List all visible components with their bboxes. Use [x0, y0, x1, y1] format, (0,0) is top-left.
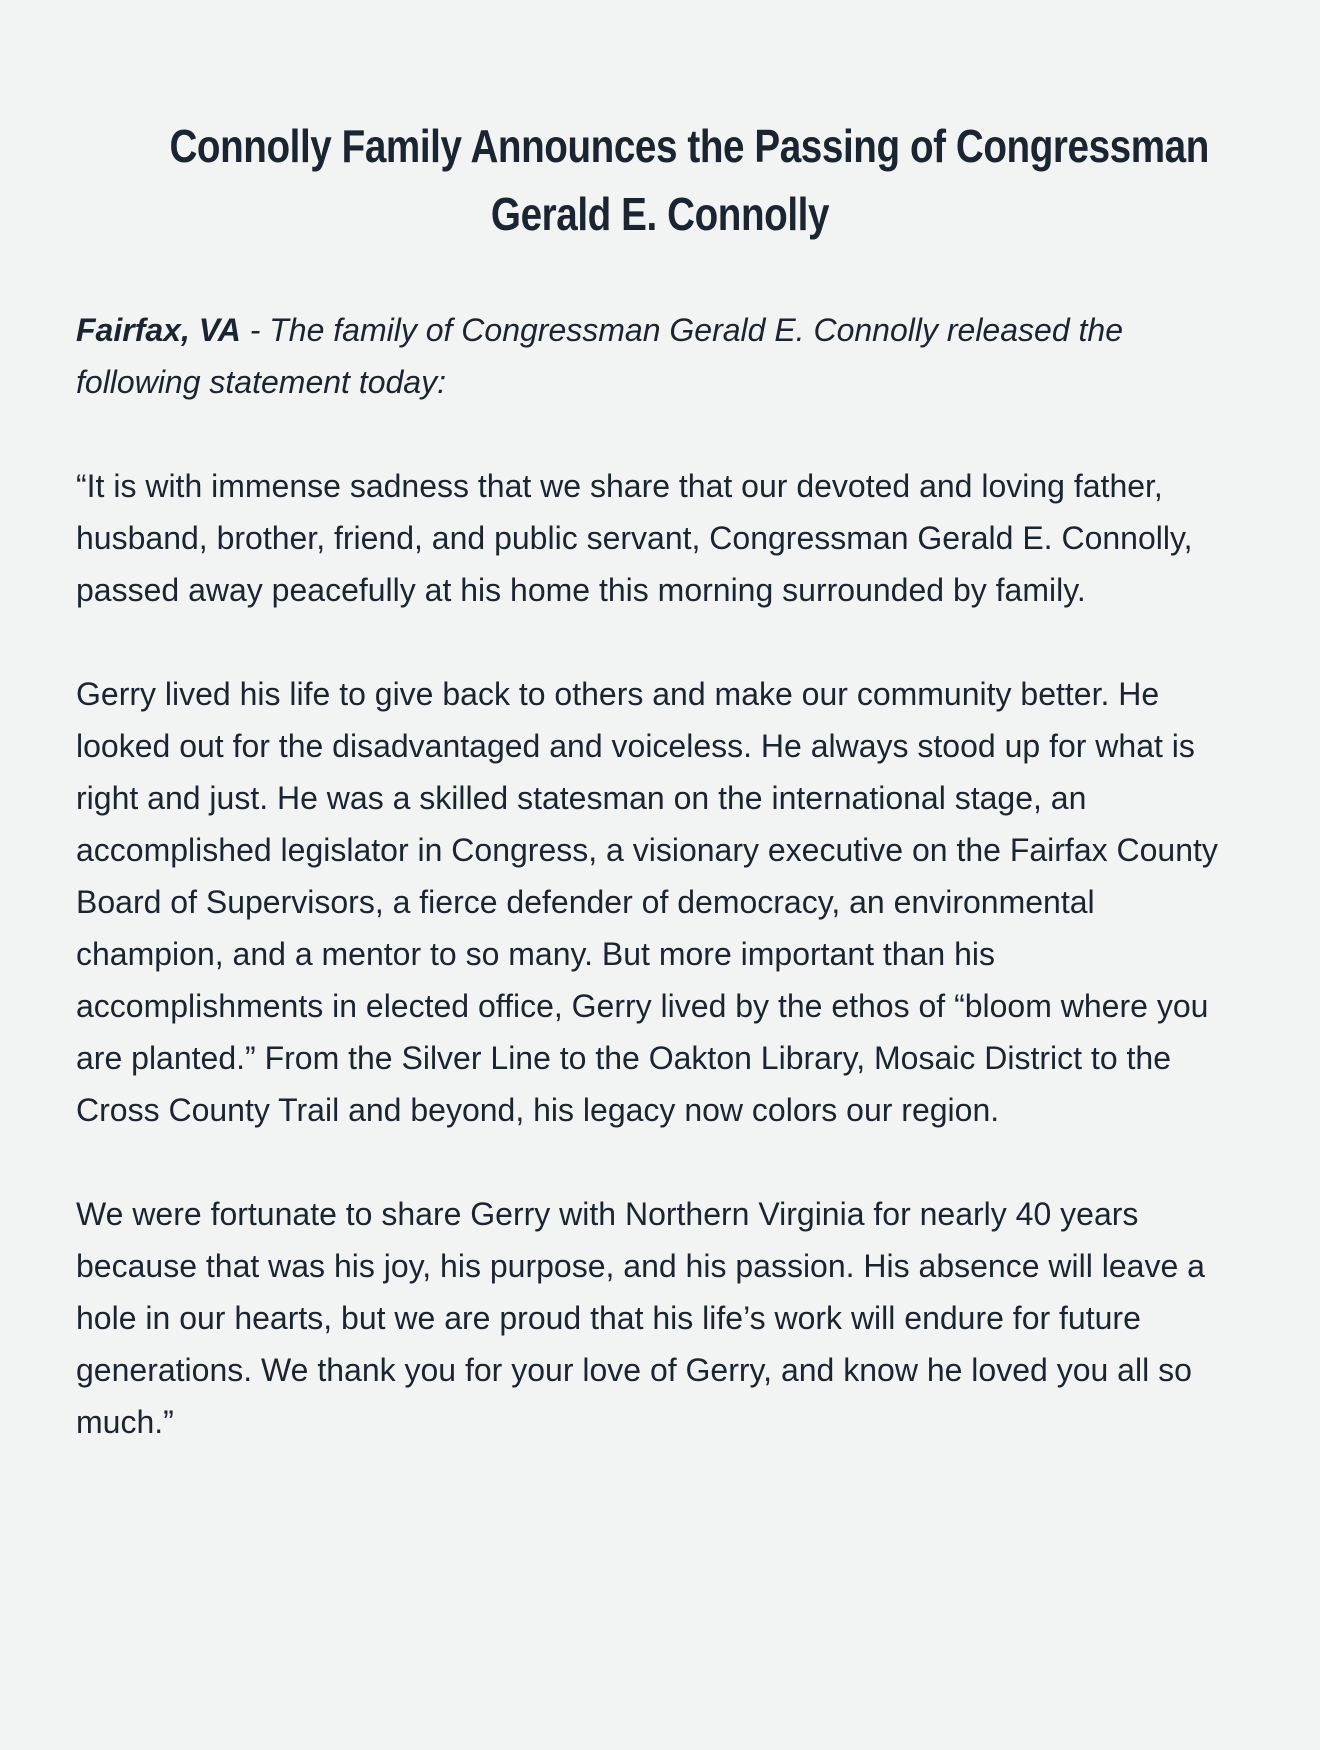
- statement-paragraph-1: “It is with immense sadness that we share that our devoted and loving father, husband, brother, friend, and public servant, Congressman Gerald E. Connolly, passed away peacefully at his home this morning surrounded by family.: [76, 468, 1193, 608]
- statement-paragraph-2: Gerry lived his life to give back to others and make our community better. He looked out for the disadvantaged and voiceless. He always stood up for what is right and just. He was a skilled statesman on the international stage, an accomplished legislator in Congress, a visionary executive on the Fairfax County Board of Supervisors, a fierce defender of democracy, an environmental champion, and a mentor to so many. But more important than his accomplishments in elected office, Gerry lived by the ethos of “bloom where you are planted.” From the Silver Line to the Oakton Library, Mosaic District to the Cross County Trail and beyond, his legacy now colors our region.: [76, 676, 1218, 1128]
- dateline: [76, 304, 1244, 408]
- dateline-location: Fairfax, VA: [76, 312, 241, 348]
- page-title: [76, 112, 1244, 248]
- statement-article: [0, 112, 1320, 1448]
- dateline-text: - The family of Congressman Gerald E. Connolly released the following statement today:: [76, 312, 1123, 400]
- statement-paragraph-3: We were fortunate to share Gerry with Northern Virginia for nearly 40 years because that was his joy, his purpose, and his passion. His absence will leave a hole in our hearts, but we are proud that his life’s work will endure for future generations. We thank you for your love of Gerry, and know he loved you all so much.”: [76, 1196, 1205, 1440]
- page-title-line-1: Connolly Family Announces the Passing of Congressman: [169, 120, 1209, 172]
- page-title-line-2: Gerald E. Connolly: [490, 188, 830, 240]
